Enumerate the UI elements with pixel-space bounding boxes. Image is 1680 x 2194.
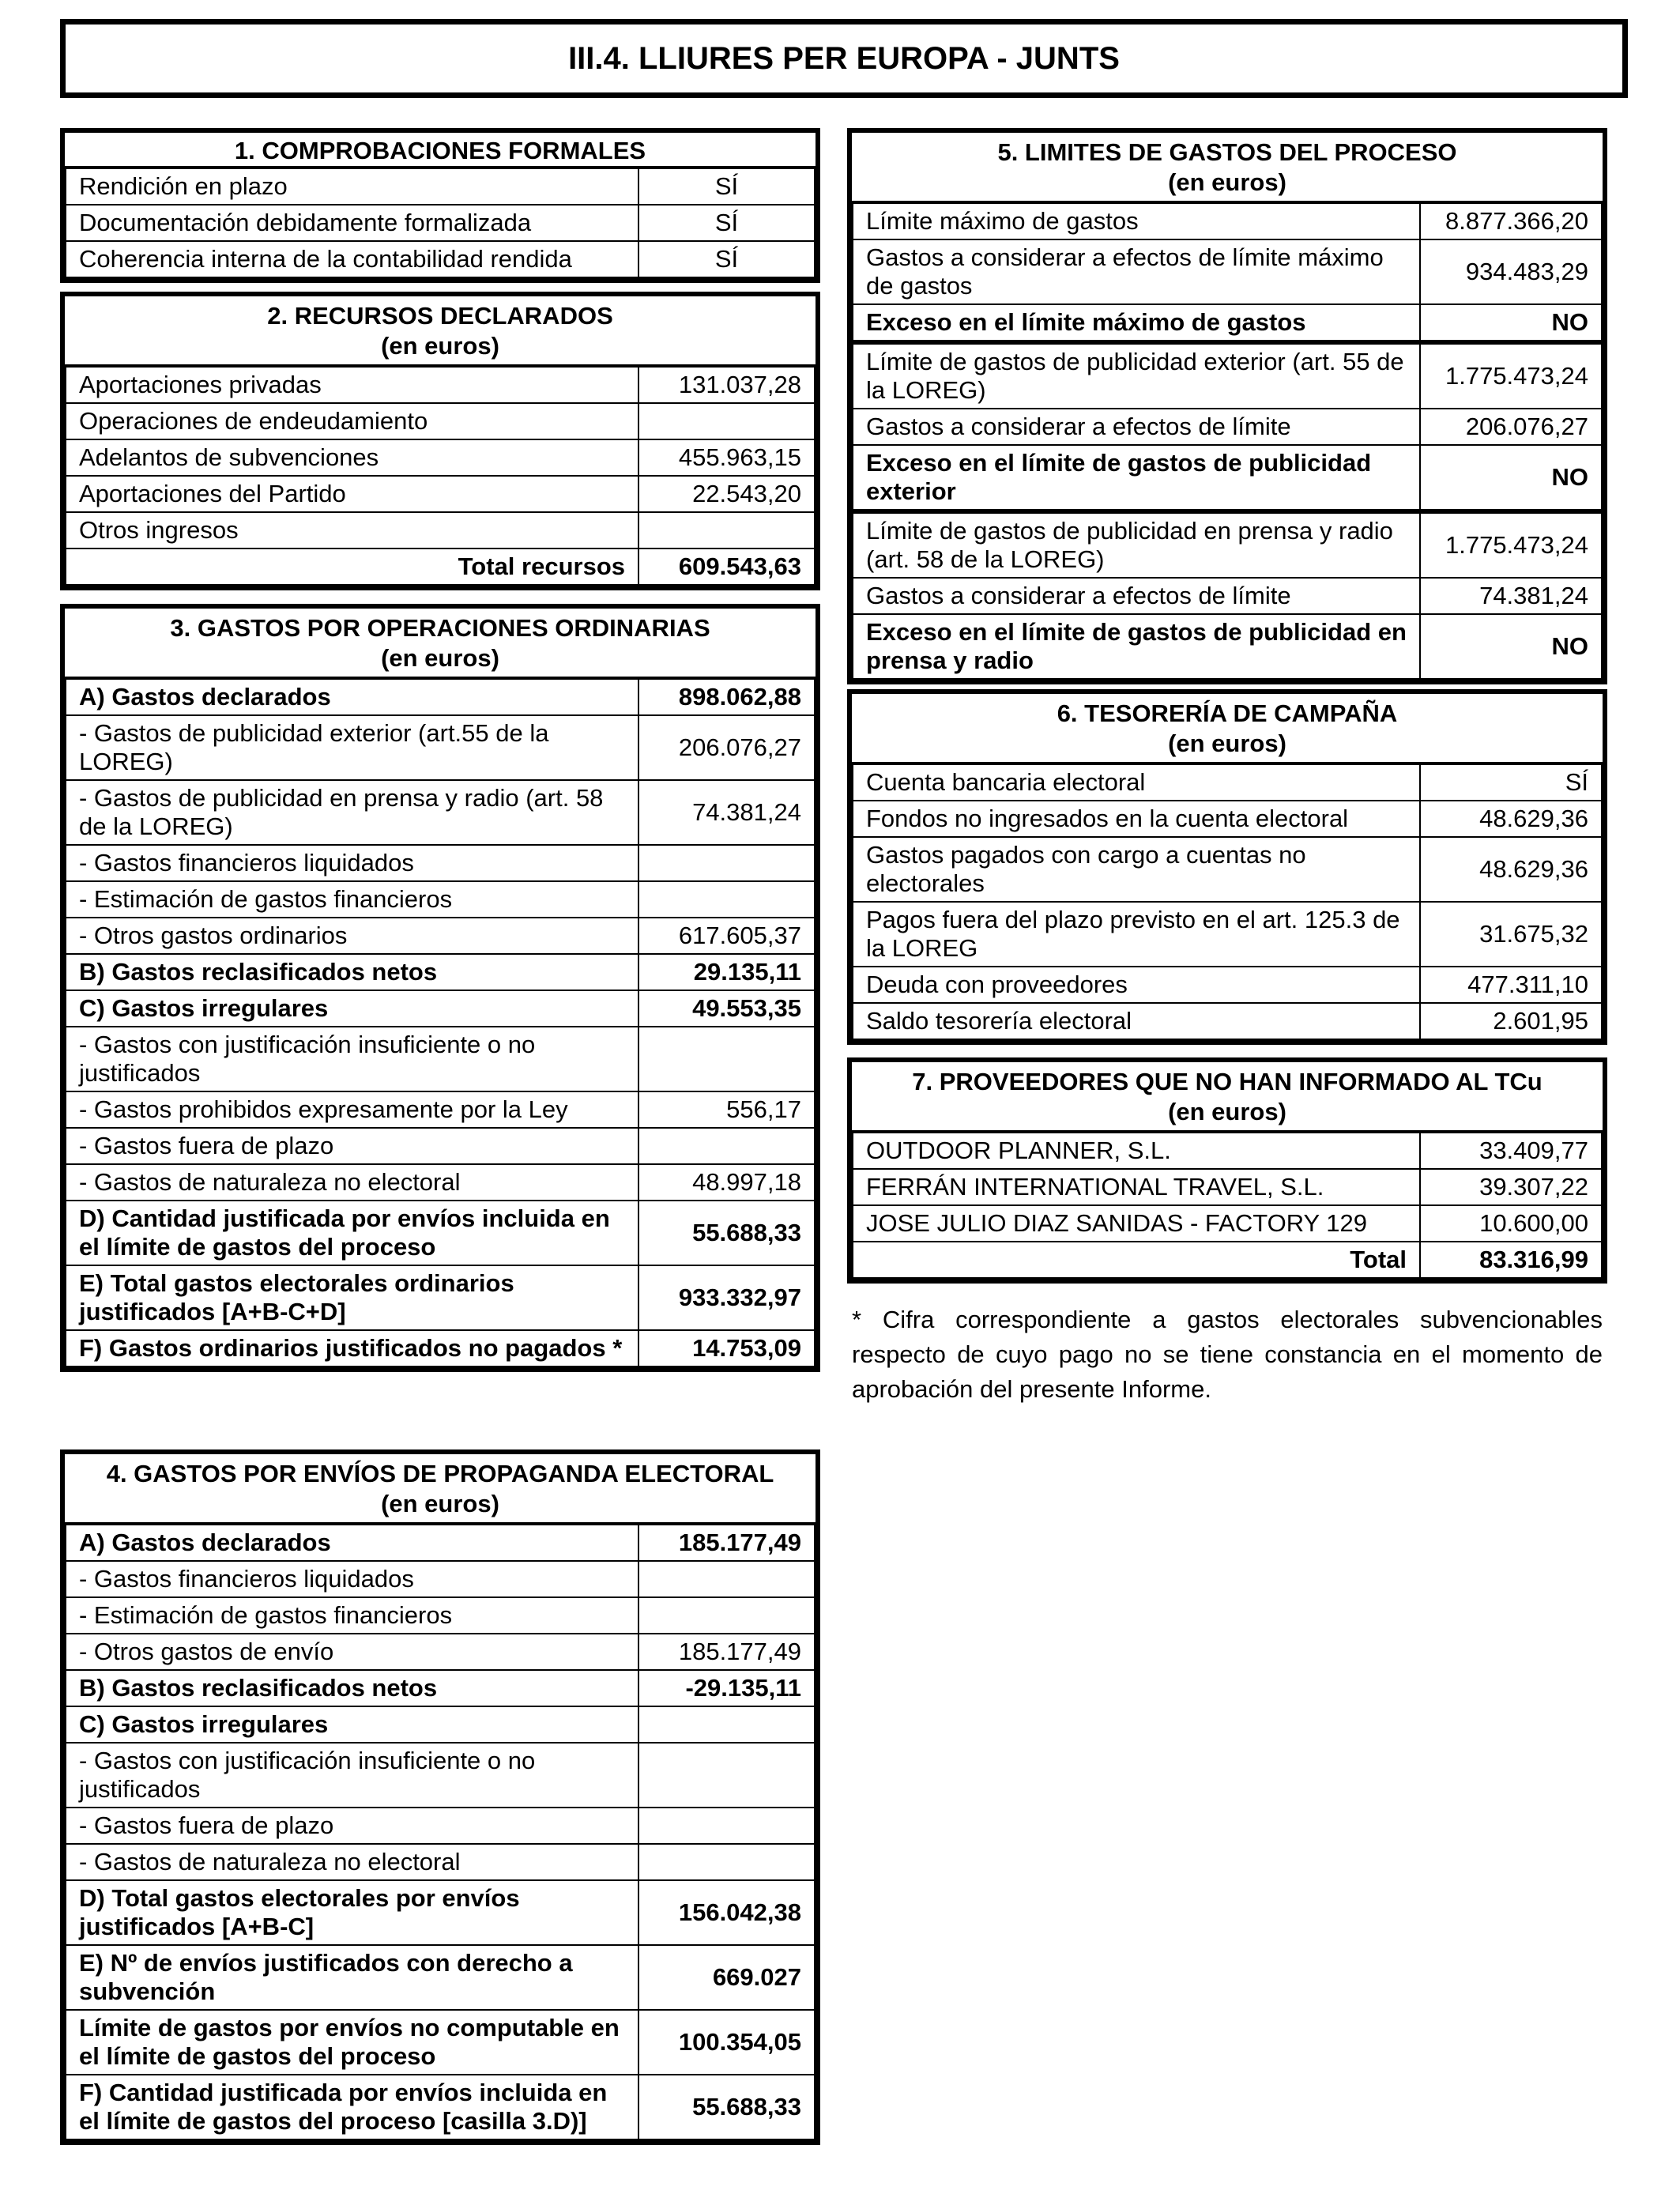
table-row	[853, 511, 1602, 578]
table-row	[66, 780, 815, 845]
row-label: Fondos no ingresados en la cuenta electoral	[853, 801, 1420, 837]
table-row	[66, 1265, 815, 1330]
table-row	[853, 801, 1602, 837]
row-label: C) Gastos irregulares	[66, 1706, 638, 1743]
table-row	[66, 679, 815, 715]
table-row	[853, 764, 1602, 801]
table-row	[66, 918, 815, 954]
section-heading	[65, 133, 816, 168]
table-row	[66, 1128, 815, 1164]
table-row	[853, 445, 1602, 511]
section-heading	[852, 1062, 1603, 1132]
heading-subtitle: (en euros)	[1168, 729, 1286, 757]
row-label: - Otros gastos ordinarios	[66, 918, 638, 954]
row-label: Límite máximo de gastos	[853, 203, 1420, 239]
row-label: D) Cantidad justificada por envíos incluida en el límite de gastos del proceso	[66, 1201, 638, 1265]
table-row	[66, 2075, 815, 2139]
row-value	[638, 1027, 815, 1091]
row-label: Límite de gastos de publicidad en prensa y radio (art. 58 de la LOREG)	[853, 511, 1420, 578]
table-proveedores	[852, 1132, 1603, 1279]
row-label: - Gastos financieros liquidados	[66, 1561, 638, 1597]
section-comprobaciones-formales	[60, 128, 820, 283]
total-label: Total	[853, 1242, 1420, 1278]
heading-text: 3. GASTOS POR OPERACIONES ORDINARIAS	[170, 614, 710, 642]
row-value: 100.354,05	[638, 2010, 815, 2075]
row-label: A) Gastos declarados	[66, 1525, 638, 1561]
row-label: Deuda con proveedores	[853, 967, 1420, 1003]
table-row	[853, 239, 1602, 304]
row-value	[638, 1561, 815, 1597]
row-label: A) Gastos declarados	[66, 679, 638, 715]
table-row	[66, 1525, 815, 1561]
row-value: SÍ	[638, 168, 815, 205]
row-value: 22.543,20	[638, 476, 815, 512]
row-label: - Gastos financieros liquidados	[66, 845, 638, 881]
row-label: - Gastos prohibidos expresamente por la Ley	[66, 1091, 638, 1128]
table-row	[66, 1027, 815, 1091]
row-value: 55.688,33	[638, 1201, 815, 1265]
row-label: - Gastos fuera de plazo	[66, 1808, 638, 1844]
section-gastos-envios-propaganda	[60, 1449, 820, 2145]
table-gastos-ordinarios	[65, 678, 816, 1367]
row-label: F) Gastos ordinarios justificados no pagados *	[66, 1330, 638, 1367]
table-row	[853, 967, 1602, 1003]
section-heading	[65, 1454, 816, 1524]
row-label: OUTDOOR PLANNER, S.L.	[853, 1133, 1420, 1169]
row-value: 48.997,18	[638, 1164, 815, 1201]
row-label: B) Gastos reclasificados netos	[66, 1670, 638, 1706]
table-row	[66, 990, 815, 1027]
section-tesoreria-campana	[847, 689, 1607, 1045]
row-value	[638, 403, 815, 439]
table-row	[853, 1003, 1602, 1039]
section-recursos-declarados	[60, 292, 820, 590]
heading-text: 7. PROVEEDORES QUE NO HAN INFORMADO AL TCu	[912, 1068, 1543, 1095]
row-label: Adelantos de subvenciones	[66, 439, 638, 476]
row-value: 33.409,77	[1420, 1133, 1602, 1169]
row-label: Límite de gastos de publicidad exterior (art. 55 de la LOREG)	[853, 342, 1420, 409]
row-value: 156.042,38	[638, 1880, 815, 1945]
table-comprobaciones	[65, 168, 816, 278]
row-label: - Gastos de naturaleza no electoral	[66, 1164, 638, 1201]
section-limites-gastos	[847, 128, 1607, 684]
table-row	[853, 203, 1602, 239]
table-row	[66, 1706, 815, 1743]
row-label: Exceso en el límite máximo de gastos	[853, 304, 1420, 342]
table-row	[66, 403, 815, 439]
table-row	[66, 476, 815, 512]
section-heading	[852, 694, 1603, 763]
row-value: -29.135,11	[638, 1670, 815, 1706]
table-row	[853, 837, 1602, 902]
row-value	[638, 512, 815, 548]
table-row	[66, 512, 815, 548]
row-label: Exceso en el límite de gastos de publicidad en prensa y radio	[853, 614, 1420, 679]
row-label: Documentación debidamente formalizada	[66, 205, 638, 241]
table-row	[66, 439, 815, 476]
row-label: - Estimación de gastos financieros	[66, 881, 638, 918]
heading-text: 2. RECURSOS DECLARADOS	[267, 302, 613, 330]
row-value: 933.332,97	[638, 1265, 815, 1330]
row-value: NO	[1420, 304, 1602, 342]
row-label: F) Cantidad justificada por envíos incluida en el límite de gastos del proceso [casilla 3.D)]	[66, 2075, 638, 2139]
row-label: Aportaciones del Partido	[66, 476, 638, 512]
total-value: 83.316,99	[1420, 1242, 1602, 1278]
row-value: 1.775.473,24	[1420, 511, 1602, 578]
row-label: Rendición en plazo	[66, 168, 638, 205]
table-row	[66, 1201, 815, 1265]
table-row	[66, 1164, 815, 1201]
section-heading	[65, 609, 816, 678]
row-value	[638, 1743, 815, 1808]
table-row	[66, 1634, 815, 1670]
footnote: * Cifra correspondiente a gastos electorales subvencionables respecto de cuyo pago no se tiene constancia en el momento de aprobación del presente Informe.	[852, 1306, 1603, 1403]
row-value: SÍ	[638, 241, 815, 277]
row-value: 14.753,09	[638, 1330, 815, 1367]
row-label: - Gastos fuera de plazo	[66, 1128, 638, 1164]
table-row	[853, 902, 1602, 967]
row-value: SÍ	[638, 205, 815, 241]
heading-text: 6. TESORERÍA DE CAMPAÑA	[1057, 699, 1398, 727]
section-proveedores	[847, 1057, 1607, 1284]
row-value: 74.381,24	[638, 780, 815, 845]
row-label: Coherencia interna de la contabilidad rendida	[66, 241, 638, 277]
row-label: Gastos a considerar a efectos de límite	[853, 409, 1420, 445]
heading-subtitle: (en euros)	[1168, 1098, 1286, 1125]
table-row	[66, 1945, 815, 2010]
table-row	[66, 954, 815, 990]
table-row	[66, 1844, 815, 1880]
row-value: NO	[1420, 445, 1602, 511]
row-value: 29.135,11	[638, 954, 815, 990]
row-label: E) Nº de envíos justificados con derecho a subvención	[66, 1945, 638, 2010]
table-row	[853, 578, 1602, 614]
table-row	[66, 1880, 815, 1945]
row-value: 48.629,36	[1420, 801, 1602, 837]
table-row	[66, 1330, 815, 1367]
row-value: 49.553,35	[638, 990, 815, 1027]
row-label: - Estimación de gastos financieros	[66, 1597, 638, 1634]
row-label: Cuenta bancaria electoral	[853, 764, 1420, 801]
table-row	[66, 881, 815, 918]
row-value: 48.629,36	[1420, 837, 1602, 902]
table-row	[66, 1091, 815, 1128]
heading-text: 5. LIMITES DE GASTOS DEL PROCESO	[997, 138, 1457, 166]
row-label: Exceso en el límite de gastos de publicidad exterior	[853, 445, 1420, 511]
row-value: 455.963,15	[638, 439, 815, 476]
row-value: 2.601,95	[1420, 1003, 1602, 1039]
row-label: - Gastos de naturaleza no electoral	[66, 1844, 638, 1880]
row-label: Límite de gastos por envíos no computable en el límite de gastos del proceso	[66, 2010, 638, 2075]
table-row	[853, 1133, 1602, 1169]
table-row	[66, 715, 815, 780]
row-value	[638, 1597, 815, 1634]
table-row	[853, 409, 1602, 445]
row-value	[638, 881, 815, 918]
row-value: 669.027	[638, 1945, 815, 2010]
table-row	[66, 367, 815, 403]
row-value: 74.381,24	[1420, 578, 1602, 614]
row-label: JOSE JULIO DIAZ SANIDAS - FACTORY 129	[853, 1205, 1420, 1242]
table-row	[853, 304, 1602, 342]
table-row	[66, 205, 815, 241]
total-row	[853, 1242, 1602, 1278]
row-value: 39.307,22	[1420, 1169, 1602, 1205]
table-row	[66, 2010, 815, 2075]
table-row	[853, 1169, 1602, 1205]
table-row	[66, 241, 815, 277]
row-label: Aportaciones privadas	[66, 367, 638, 403]
row-label: FERRÁN INTERNATIONAL TRAVEL, S.L.	[853, 1169, 1420, 1205]
row-label: Pagos fuera del plazo previsto en el art. 125.3 de la LOREG	[853, 902, 1420, 967]
row-value	[638, 845, 815, 881]
row-value: 898.062,88	[638, 679, 815, 715]
table-row	[853, 342, 1602, 409]
total-value: 609.543,63	[638, 548, 815, 585]
table-recursos	[65, 366, 816, 586]
heading-subtitle: (en euros)	[1168, 168, 1286, 196]
row-label: Saldo tesorería electoral	[853, 1003, 1420, 1039]
row-label: - Gastos con justificación insuficiente o no justificados	[66, 1027, 638, 1091]
table-row	[853, 614, 1602, 679]
table-row	[66, 1808, 815, 1844]
row-label: - Gastos de publicidad exterior (art.55 de la LOREG)	[66, 715, 638, 780]
row-label: Gastos a considerar a efectos de límite	[853, 578, 1420, 614]
table-row	[66, 1597, 815, 1634]
row-value: 31.675,32	[1420, 902, 1602, 967]
table-gastos-envios	[65, 1524, 816, 2140]
section-heading	[65, 296, 816, 366]
heading-subtitle: (en euros)	[381, 332, 499, 360]
row-label: Gastos a considerar a efectos de límite máximo de gastos	[853, 239, 1420, 304]
row-value: 185.177,49	[638, 1525, 815, 1561]
row-value: 556,17	[638, 1091, 815, 1128]
heading-subtitle: (en euros)	[381, 1490, 499, 1517]
row-value: 10.600,00	[1420, 1205, 1602, 1242]
row-value: 8.877.366,20	[1420, 203, 1602, 239]
table-row	[66, 1743, 815, 1808]
heading-text: 1. COMPROBACIONES FORMALES	[234, 137, 646, 164]
row-value: 185.177,49	[638, 1634, 815, 1670]
row-value: 206.076,27	[1420, 409, 1602, 445]
row-value: 477.311,10	[1420, 967, 1602, 1003]
row-label: B) Gastos reclasificados netos	[66, 954, 638, 990]
table-row	[66, 1670, 815, 1706]
row-value: 55.688,33	[638, 2075, 815, 2139]
table-limites	[852, 202, 1603, 680]
heading-text: 4. GASTOS POR ENVÍOS DE PROPAGANDA ELECTORAL	[106, 1460, 774, 1487]
section-heading	[852, 133, 1603, 202]
table-row	[853, 1205, 1602, 1242]
row-value: 934.483,29	[1420, 239, 1602, 304]
row-label: E) Total gastos electorales ordinarios justificados [A+B-C+D]	[66, 1265, 638, 1330]
row-value: 206.076,27	[638, 715, 815, 780]
row-value: SÍ	[1420, 764, 1602, 801]
row-label: Otros ingresos	[66, 512, 638, 548]
row-value	[638, 1844, 815, 1880]
row-value: 617.605,37	[638, 918, 815, 954]
row-label: C) Gastos irregulares	[66, 990, 638, 1027]
total-label: Total recursos	[66, 548, 638, 585]
table-row	[66, 845, 815, 881]
row-value	[638, 1808, 815, 1844]
table-row	[66, 1561, 815, 1597]
row-label: Gastos pagados con cargo a cuentas no electorales	[853, 837, 1420, 902]
page-title: III.4. LLIURES PER EUROPA - JUNTS	[60, 19, 1628, 98]
total-row	[66, 548, 815, 585]
row-value: 131.037,28	[638, 367, 815, 403]
table-tesoreria	[852, 763, 1603, 1040]
row-value: NO	[1420, 614, 1602, 679]
heading-subtitle: (en euros)	[381, 644, 499, 672]
row-value	[638, 1128, 815, 1164]
row-value: 1.775.473,24	[1420, 342, 1602, 409]
row-label: - Gastos de publicidad en prensa y radio (art. 58 de la LOREG)	[66, 780, 638, 845]
row-value	[638, 1706, 815, 1743]
row-label: - Otros gastos de envío	[66, 1634, 638, 1670]
table-row	[66, 168, 815, 205]
row-label: Operaciones de endeudamiento	[66, 403, 638, 439]
row-label: - Gastos con justificación insuficiente o no justificados	[66, 1743, 638, 1808]
section-gastos-operaciones-ordinarias	[60, 604, 820, 1372]
row-label: D) Total gastos electorales por envíos justificados [A+B-C]	[66, 1880, 638, 1945]
